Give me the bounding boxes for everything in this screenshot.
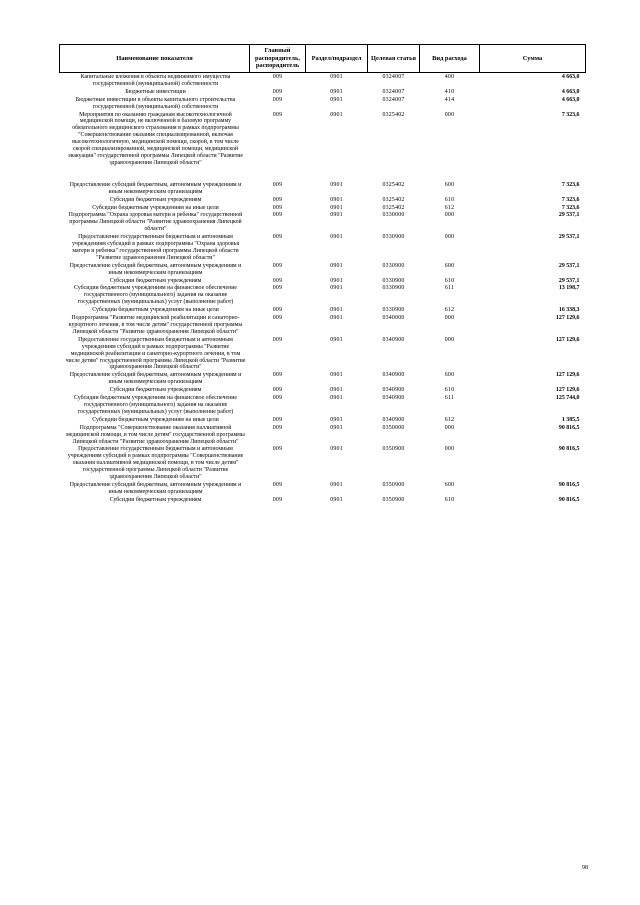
- row-section: 0901: [330, 372, 343, 379]
- row-name: Субсидии бюджетным учреждениям: [109, 277, 202, 284]
- row-chief-manager: 009: [272, 307, 283, 314]
- row-section: 0901: [330, 481, 343, 488]
- row-name: Бюджетные инвестиции в объекты капитального строительства государственной (муниципальной) собственности: [75, 96, 236, 110]
- row-target-article: 0340000: [382, 315, 405, 322]
- table-row: [60, 196, 586, 204]
- row-expense-type: 600: [444, 181, 455, 188]
- page-number: 98: [582, 865, 588, 871]
- row-expense-type: 000: [444, 315, 455, 322]
- row-name: Подпрограмма "Охрана здоровья матери и ребенка" государственной программы Липецкой области "Развитие здравоохранения Липецкой области": [68, 212, 243, 233]
- table-header-row: [60, 45, 586, 73]
- table-row: [60, 314, 586, 336]
- row-section: 0901: [330, 181, 343, 188]
- row-expense-type: 414: [444, 96, 455, 103]
- row-name: Предоставление субсидий бюджетным, автономным учреждениям и иным некоммерческим организациям: [69, 181, 242, 195]
- header-indicator-name: Наименование показателя: [60, 45, 250, 73]
- row-amount: 29 537,1: [558, 234, 580, 241]
- header-chief-manager: Главный распорядитель, распорядитель: [250, 45, 306, 73]
- row-chief-manager: 009: [272, 496, 283, 503]
- row-name: Субсидии бюджетным учреждениям на иные цели: [92, 416, 219, 423]
- table-row: [60, 233, 586, 262]
- row-expense-type: 600: [444, 262, 455, 269]
- row-amount: 7 323,6: [561, 204, 580, 211]
- row-name: Субсидии бюджетным учреждениям: [109, 496, 202, 503]
- row-amount: 7 323,6: [561, 111, 580, 118]
- row-expense-type: 410: [444, 88, 455, 95]
- table-row: [60, 481, 586, 496]
- row-chief-manager: 009: [272, 212, 283, 219]
- row-expense-type: 612: [444, 416, 455, 423]
- row-target-article: 0325402: [382, 196, 405, 203]
- row-chief-manager: 009: [272, 395, 283, 402]
- row-expense-type: 000: [444, 336, 455, 343]
- row-target-article: 0330900: [382, 262, 405, 269]
- row-target-article: 0340900: [382, 395, 405, 402]
- row-target-article: 0350900: [382, 496, 405, 503]
- table-row: [60, 445, 586, 481]
- row-target-article: 0324007: [382, 88, 405, 95]
- row-amount: 90 816,5: [558, 446, 580, 453]
- row-target-article: 0325402: [382, 181, 405, 188]
- row-amount: 90 816,5: [558, 424, 580, 431]
- row-name: Мероприятия по оказанию гражданам высокотехнологичной медицинской помощи, не включенной в базовую программу обязательного медицинского страхования в рамках подпрограммы "Совершенствование оказания специализированной, включая высокотехнологичную, медицинской помощи, скорой, в том числе скорой специализированной, медицинской помощи, медицинской эвакуации" государственной программы Липецкой области "Развитие здравоохранения Липецкой области": [67, 111, 244, 166]
- table-row: [60, 284, 586, 306]
- row-name: Предоставление государственным бюджетным и автономным учреждениям субсидий в рамках подпрограммы "Совершенствование оказания паллиативной медицинской помощи, в том числе детям" государственной программы Липецкой области "Развитие здравоохранения Липецкой области": [67, 446, 244, 481]
- row-chief-manager: 009: [272, 96, 283, 103]
- row-amount: 13 198,7: [558, 285, 580, 292]
- table-row: [60, 111, 586, 167]
- row-expense-type: 400: [444, 74, 455, 80]
- row-amount: 29 537,1: [558, 212, 580, 219]
- row-chief-manager: 009: [272, 336, 283, 343]
- table-row: [60, 181, 586, 196]
- row-expense-type: 610: [444, 277, 455, 284]
- header-target-article: Целевая статья: [368, 45, 420, 73]
- row-chief-manager: 009: [272, 315, 283, 322]
- row-target-article: 0340900: [382, 336, 405, 343]
- row-expense-type: 612: [444, 204, 455, 211]
- row-name: Предоставление субсидий бюджетным, автономным учреждениям и иным некоммерческим организациям: [69, 262, 242, 276]
- row-name: Субсидии бюджетным учреждениям на финансовое обеспечение государственного (муниципального) задания на оказание государственных (муниципальных) услуг (выполнение работ): [73, 285, 238, 306]
- row-chief-manager: 009: [272, 277, 283, 284]
- row-section: 0901: [330, 212, 343, 219]
- row-section: 0901: [330, 74, 343, 80]
- table-row: [60, 96, 586, 111]
- row-section: 0901: [330, 204, 343, 211]
- row-section: 0901: [330, 111, 343, 118]
- row-amount: 127 129,6: [555, 336, 580, 343]
- table-row: [60, 306, 586, 314]
- row-target-article: 0325402: [382, 204, 405, 211]
- row-target-article: 0330900: [382, 234, 405, 241]
- row-name: Подпрограмма "Совершенствование оказания паллиативной медицинской помощи, в том числе детям" государственной программы Липецкой области "Развитие здравоохранения Липецкой области": [66, 424, 245, 445]
- row-target-article: 0340900: [382, 387, 405, 394]
- row-target-article: 0324007: [382, 74, 405, 80]
- row-target-article: 0325402: [382, 111, 405, 118]
- row-target-article: 0330900: [382, 285, 405, 292]
- row-expense-type: 000: [444, 424, 455, 431]
- header-section: Раздел/подраздел: [306, 45, 368, 73]
- row-name: Подпрограмма "Развитие медицинской реабилитации и санаторно-курортного лечения, в том числе детям" государственной программы Липецкой области "Развитие здравоохранения Липецкой области": [68, 315, 243, 335]
- row-name: Бюджетные инвестиции: [125, 88, 186, 95]
- row-section: 0901: [330, 277, 343, 284]
- row-amount: 1 385,5: [561, 416, 580, 423]
- row-section: 0901: [330, 395, 343, 402]
- row-expense-type: 000: [444, 446, 455, 453]
- row-section: 0901: [330, 307, 343, 314]
- row-chief-manager: 009: [272, 416, 283, 423]
- row-name: Субсидии бюджетным учреждениям на финансовое обеспечение государственного (муниципального) задания на оказание государственных (муниципальных) услуг (выполнение работ): [73, 395, 238, 415]
- row-section: 0901: [330, 88, 343, 95]
- budget-table: [59, 44, 586, 504]
- row-target-article: 0330000: [382, 212, 405, 219]
- table-row: [60, 336, 586, 372]
- row-expense-type: 000: [444, 212, 455, 219]
- row-section: 0901: [330, 196, 343, 203]
- row-chief-manager: 009: [272, 196, 283, 203]
- row-expense-type: 610: [444, 496, 455, 503]
- table-row: [60, 73, 586, 88]
- header-expense-type: Вид расхода: [420, 45, 480, 73]
- row-amount: 90 816,5: [558, 481, 580, 488]
- row-target-article: 0324007: [382, 96, 405, 103]
- row-expense-type: 610: [444, 196, 455, 203]
- row-amount: 125 744,0: [555, 395, 580, 402]
- table-row: [60, 211, 586, 233]
- table-row: [60, 386, 586, 394]
- row-chief-manager: 009: [272, 88, 283, 95]
- table-row: [60, 262, 586, 277]
- row-amount: 16 338,3: [558, 307, 580, 314]
- row-section: 0901: [330, 416, 343, 423]
- row-amount: 4 663,0: [561, 88, 580, 95]
- row-expense-type: 600: [444, 372, 455, 379]
- row-expense-type: 612: [444, 307, 455, 314]
- row-name: Субсидии бюджетным учреждениям: [109, 196, 202, 203]
- row-amount: 127 129,6: [555, 372, 580, 379]
- row-target-article: 0340900: [382, 372, 405, 379]
- row-chief-manager: 009: [272, 285, 283, 292]
- row-target-article: 0350900: [382, 481, 405, 488]
- table-row: [60, 424, 586, 446]
- row-chief-manager: 009: [272, 234, 283, 241]
- row-name: Капитальные вложения в объекты недвижимого имущества государственной (муниципальной) собственности: [80, 74, 231, 87]
- row-section: 0901: [330, 285, 343, 292]
- row-name: Предоставление государственным бюджетным и автономным учреждениям субсидий в рамках подпрограммы "Развитие медицинской реабилитации и санаторно-курортного лечения, в том числе детям" государственной программы Липецкой области "Развитие здравоохранения Липецкой области": [65, 336, 246, 371]
- row-section: 0901: [330, 262, 343, 269]
- row-amount: 7 323,6: [561, 196, 580, 203]
- row-section: 0901: [330, 496, 343, 503]
- row-chief-manager: 009: [272, 204, 283, 211]
- row-amount: 4 663,0: [561, 96, 580, 103]
- row-section: 0901: [330, 315, 343, 322]
- row-chief-manager: 009: [272, 446, 283, 453]
- table-row: [60, 204, 586, 212]
- row-name: Субсидии бюджетным учреждениям на иные цели: [92, 307, 219, 314]
- row-name: Предоставление субсидий бюджетным, автономным учреждениям и иным некоммерческим организациям: [69, 481, 242, 495]
- table-row: [60, 371, 586, 386]
- row-chief-manager: 009: [272, 181, 283, 188]
- row-chief-manager: 009: [272, 481, 283, 488]
- table-row: [60, 88, 586, 96]
- row-target-article: 0350900: [382, 446, 405, 453]
- row-chief-manager: 009: [272, 372, 283, 379]
- row-amount: 29 537,1: [558, 262, 580, 269]
- table-row: [60, 416, 586, 424]
- table-row: [60, 496, 586, 504]
- row-target-article: 0350000: [382, 424, 405, 431]
- row-name: Предоставление субсидий бюджетным, автономным учреждениям и иным некоммерческим организациям: [69, 372, 242, 386]
- row-section: 0901: [330, 424, 343, 431]
- row-chief-manager: 009: [272, 387, 283, 394]
- row-amount: 7 323,6: [561, 181, 580, 188]
- table-row: [60, 394, 586, 416]
- row-expense-type: 611: [444, 285, 455, 292]
- row-chief-manager: 009: [272, 111, 283, 118]
- row-name: Субсидии бюджетным учреждениям на иные цели: [92, 204, 219, 211]
- row-amount: 127 129,6: [555, 387, 580, 394]
- row-target-article: 0340900: [382, 416, 405, 423]
- row-section: 0901: [330, 234, 343, 241]
- row-chief-manager: 009: [272, 262, 283, 269]
- row-name: Предоставление государственным бюджетным и автономным учреждениям субсидий в рамках подпрограммы "Охрана здоровья матери и ребенка" государственной программы Липецкой области "Развитие здравоохранения Липецкой области": [71, 234, 240, 261]
- row-amount: 4 663,0: [561, 74, 580, 80]
- row-spacer: [60, 167, 586, 181]
- row-section: 0901: [330, 336, 343, 343]
- table-row: [60, 277, 586, 285]
- row-amount: 127 129,6: [555, 315, 580, 322]
- row-section: 0901: [330, 387, 343, 394]
- row-target-article: 0330900: [382, 277, 405, 284]
- row-amount: 29 537,1: [558, 277, 580, 284]
- row-spacer-cell: [60, 167, 586, 181]
- row-amount: 90 816,5: [558, 496, 580, 503]
- row-expense-type: 611: [444, 395, 455, 402]
- row-expense-type: 000: [444, 234, 455, 241]
- row-name: Субсидии бюджетным учреждениям: [109, 387, 202, 394]
- row-expense-type: 600: [444, 481, 455, 488]
- row-expense-type: 000: [444, 111, 455, 118]
- header-amount: Сумма: [480, 45, 586, 73]
- row-expense-type: 610: [444, 387, 455, 394]
- row-section: 0901: [330, 96, 343, 103]
- row-target-article: 0330900: [382, 307, 405, 314]
- row-chief-manager: 009: [272, 74, 283, 80]
- row-chief-manager: 009: [272, 424, 283, 431]
- budget-table-container: [59, 44, 585, 504]
- row-section: 0901: [330, 446, 343, 453]
